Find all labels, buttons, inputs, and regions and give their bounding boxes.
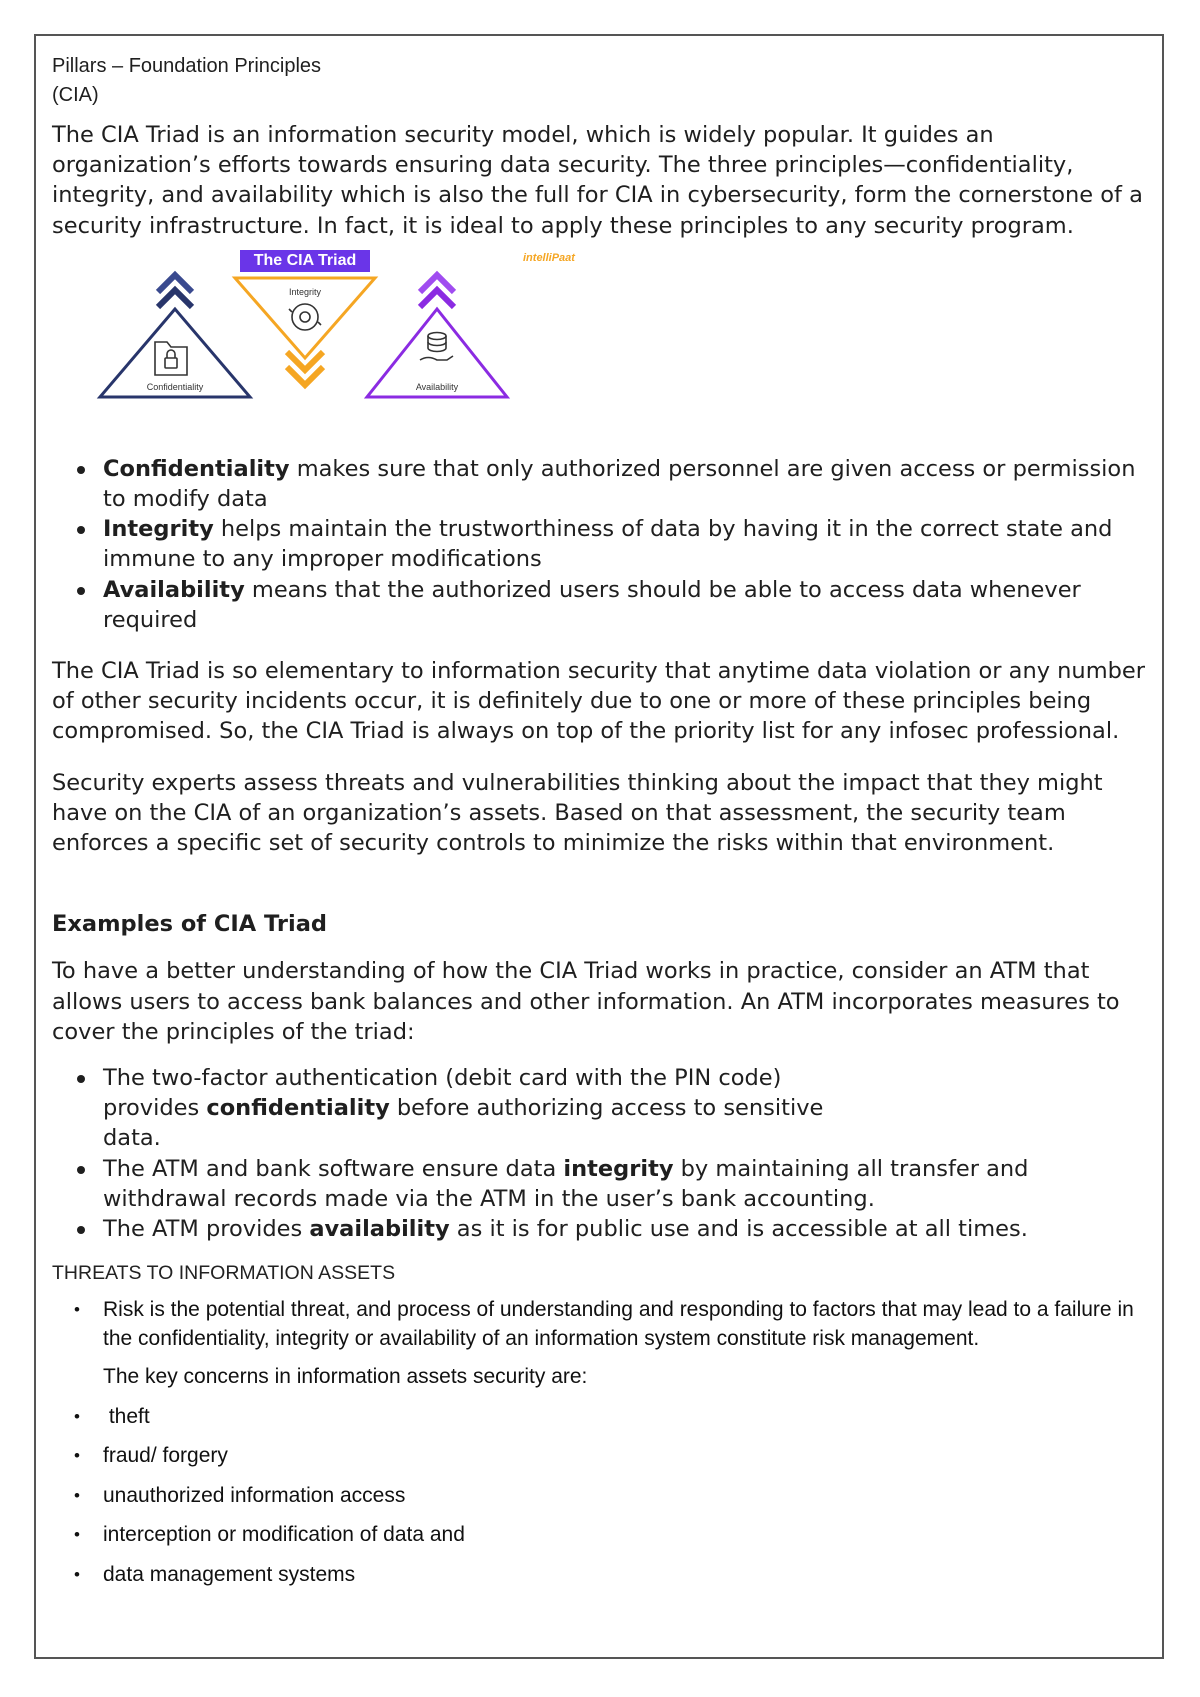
bullet-glyph: • [74,1300,80,1320]
bullet-glyph: • [74,1485,80,1505]
folder-lock-icon [155,342,187,375]
examples-heading: Examples of CIA Triad [52,911,327,938]
threats-list [52,1296,1152,1589]
list-item [52,1561,1152,1590]
concern-text: interception or modification of data and [103,1523,465,1547]
list-item [52,1063,1152,1154]
example-text: The ATM provides [103,1216,310,1243]
example-text: The two-factor authentication (debit card with the PIN code) provides [103,1065,782,1122]
list-item [52,1521,1152,1550]
principles-list [52,454,1152,635]
bullet-glyph: • [74,1406,80,1426]
list-item [52,454,1152,514]
example-text: as it is for public use and is accessible at all times. [449,1216,1028,1243]
concern-text: data management systems [103,1562,356,1586]
risk-text: Risk is the potential threat, and process of understanding and responding to factors that may lead to a failure in the confidentiality, integrity or availability of an information system constitute risk management. [103,1298,1134,1350]
database-hand-icon [420,333,453,361]
list-item [52,1442,1152,1471]
chevron-down-icon [287,352,323,370]
cia-triad-figure [55,250,615,435]
intro-paragraph: The CIA Triad is an information security model, which is widely popular. It guides an organization’s efforts towards ensuring data security. The three principles—confidentiality, integrity, and availability which is also the full for CIA in cybersecurity, form the cornerstone of a security infrastructure. In fact, it is ideal to apply these principles to any security program. [52,122,1143,239]
bullet-dot [77,587,85,595]
header-title: Pillars – Foundation Principles [52,55,322,77]
doc-header [52,52,1152,110]
list-item [52,514,1152,574]
paragraph-elementary: The CIA Triad is so elementary to information security that anytime data violation or any number of other security incidents occur, it is definitely due to one or more of these principles being compromised. So, the CIA Triad is always on top of the priority list for any infosec professional. [52,658,1145,745]
bullet-dot [77,1075,85,1083]
list-item [52,1403,1152,1432]
threats-heading: THREATS TO INFORMATION ASSETS [52,1262,396,1285]
concerns-intro-text: The key concerns in information assets security are: [103,1365,588,1389]
list-item [52,575,1152,635]
list-item [52,1482,1152,1511]
example-term: confidentiality [206,1095,390,1122]
concerns-intro [52,1363,1152,1392]
example-text: before authorizing access to sensitive data. [103,1095,824,1152]
concern-text: fraud/ forgery [103,1444,228,1468]
availability-label: Availability [415,382,459,392]
example-text: The ATM and bank software ensure data [103,1155,564,1182]
integrity-label: Integrity [288,287,322,297]
principle-term: Confidentiality [103,455,290,482]
gear-cycle-icon [289,304,321,330]
list-item [52,1214,1152,1244]
header-subtitle: (CIA) [52,84,99,106]
principle-term: Availability [103,576,245,603]
banner-title: The CIA Triad [253,252,357,269]
principle-text: means that the authorized users should be able to access data whenever required [103,576,1081,633]
example-term: integrity [563,1155,674,1182]
bullet-glyph: • [74,1564,80,1584]
list-item [52,1296,1152,1353]
example-term: availability [309,1216,450,1243]
brand-logo: intelliPaat [523,252,575,264]
examples-list [52,1063,1152,1244]
confidentiality-triangle [100,275,250,397]
principle-text: helps maintain the trustworthiness of data by having it in the correct state and immune to any improper modifications [103,516,1113,573]
confidentiality-label: Confidentiality [146,382,204,392]
paragraph-experts: Security experts assess threats and vulnerabilities thinking about the impact that they might have on the CIA of an organization’s assets. Based on that assessment, the security team enforces a specific set of security controls to minimize the risks within that environment. [52,769,1103,857]
availability-triangle [367,275,507,397]
bullet-dot [77,526,85,534]
chevron-up-icon [158,290,192,307]
examples-intro: To have a better understanding of how the CIA Triad works in practice, consider an ATM that allows users to access bank balances and other information. An ATM incorporates measures to cover the principles of the triad: [52,958,1120,1045]
bullet-glyph: • [74,1525,80,1545]
bullet-glyph: • [74,1446,80,1466]
concern-text: unauthorized information access [103,1483,406,1507]
principle-term: Integrity [103,516,214,543]
concern-text: theft [103,1404,150,1428]
principle-text: makes sure that only authorized personnel are given access or permission to modify data [103,455,1136,513]
bullet-dot [77,1166,85,1174]
list-item [52,1154,1152,1214]
integrity-triangle [235,250,375,385]
bullet-dot [77,466,85,474]
bullet-dot [77,1226,85,1234]
example-text: by maintaining all transfer and withdrawal records made via the ATM in the user’s bank accounting. [103,1155,1029,1212]
chevron-up-icon [420,290,454,307]
